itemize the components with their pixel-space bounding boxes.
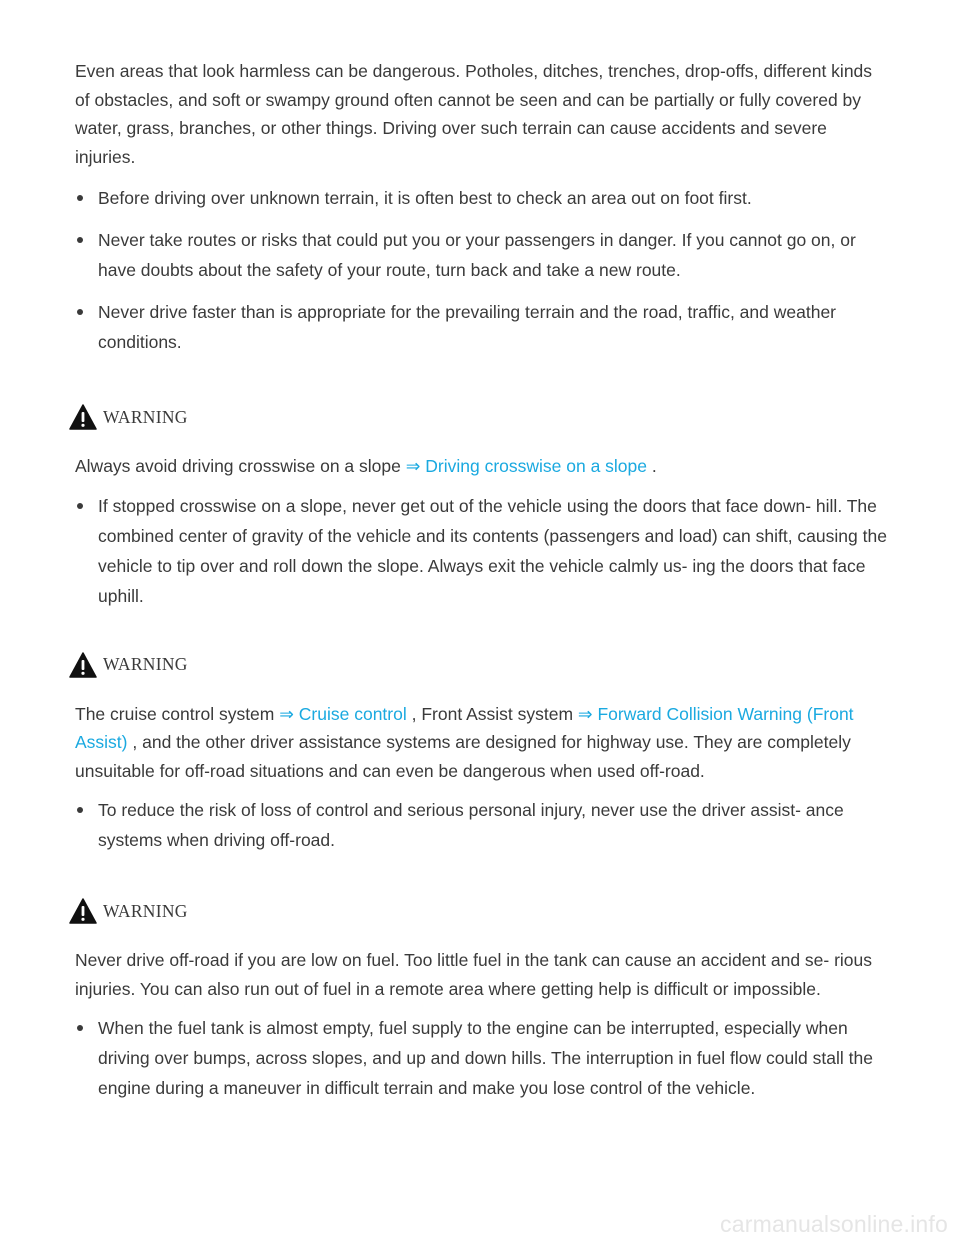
warning-triangle-icon (69, 652, 97, 678)
warning-text-part: , Front Assist system (411, 703, 574, 724)
warning-list (75, 1013, 887, 1103)
link-cruise-control[interactable]: ⇒ Cruise control (279, 703, 407, 724)
warning-block-assist-systems (75, 651, 887, 856)
warning-text-part: Always avoid driving crosswise on a slope (75, 456, 401, 476)
warning-title: WARNING (103, 900, 188, 921)
manual-page (75, 57, 887, 1103)
watermark: carmanualsonline.info (720, 1211, 948, 1237)
warning-text (75, 452, 887, 481)
warning-triangle-icon (69, 898, 97, 924)
warning-block-fuel (75, 897, 887, 1103)
list-item: Never drive faster than is appropriate for the prevailing terrain and the road, traffic, and weather conditions. (75, 297, 887, 357)
list-item: Before driving over unknown terrain, it is often best to check an area out on foot first. (75, 183, 887, 213)
intro-list (75, 183, 887, 357)
list-item: To reduce the risk of loss of control and serious personal injury, never use the driver assist- ance systems when driving off-road. (75, 795, 887, 855)
list-item: When the fuel tank is almost empty, fuel supply to the engine can be interrupted, especially when driving over bumps, across slopes, and up and down hills. The interruption in fuel flow could stall the engine during a maneuver in difficult terrain and make you lose control of the vehicle. (75, 1013, 887, 1103)
warning-text-part: The cruise control system (75, 703, 275, 724)
warning-title: WARNING (103, 654, 188, 674)
warning-list (75, 795, 887, 855)
warning-title: WARNING (103, 406, 188, 427)
warning-text: Never drive off-road if you are low on fuel. Too little fuel in the tank can cause an accident and se- rious injuries. You can also run out of fuel in a remote area where getting help is difficult or impossible. (75, 950, 873, 999)
warning-header (69, 651, 887, 679)
warning-text (75, 700, 887, 786)
warning-header (69, 403, 887, 431)
list-item: If stopped crosswise on a slope, never get out of the vehicle using the doors that face down- hill. The combined center of gravity of the vehicle and its contents (passengers and load) can shift, causing the vehicle to tip over and roll down the slope. Always exit the vehicle calmly us- ing the doors that face uphill. (75, 491, 887, 611)
warning-text-part: , and the other driver assistance systems are designed for highway use. They are completely unsuitable for off-road situations and can even be dangerous when used off-road. (75, 732, 851, 781)
link-front-assist[interactable]: ⇒ Forward Collision Warning (Front Assist) (75, 703, 854, 752)
warning-block-slope (75, 403, 887, 611)
warning-header (69, 897, 887, 925)
intro-paragraph: Even areas that look harmless can be dangerous. Potholes, ditches, trenches, drop-offs, different kinds of obstacles, and soft or swampy ground often cannot be seen and can be partially or fully covered by water, grass, branches, or other things. Driving over such terrain can cause accidents and severe injuries. (75, 61, 873, 167)
link-driving-crosswise[interactable]: ⇒ Driving crosswise on a slope (405, 456, 648, 476)
warning-triangle-icon (69, 404, 97, 430)
warning-list (75, 491, 887, 611)
list-item: Never take routes or risks that could put you or your passengers in danger. If you cannot go on, or have doubts about the safety of your route, turn back and take a new route. (75, 225, 887, 285)
warning-text-part: . (651, 456, 657, 476)
